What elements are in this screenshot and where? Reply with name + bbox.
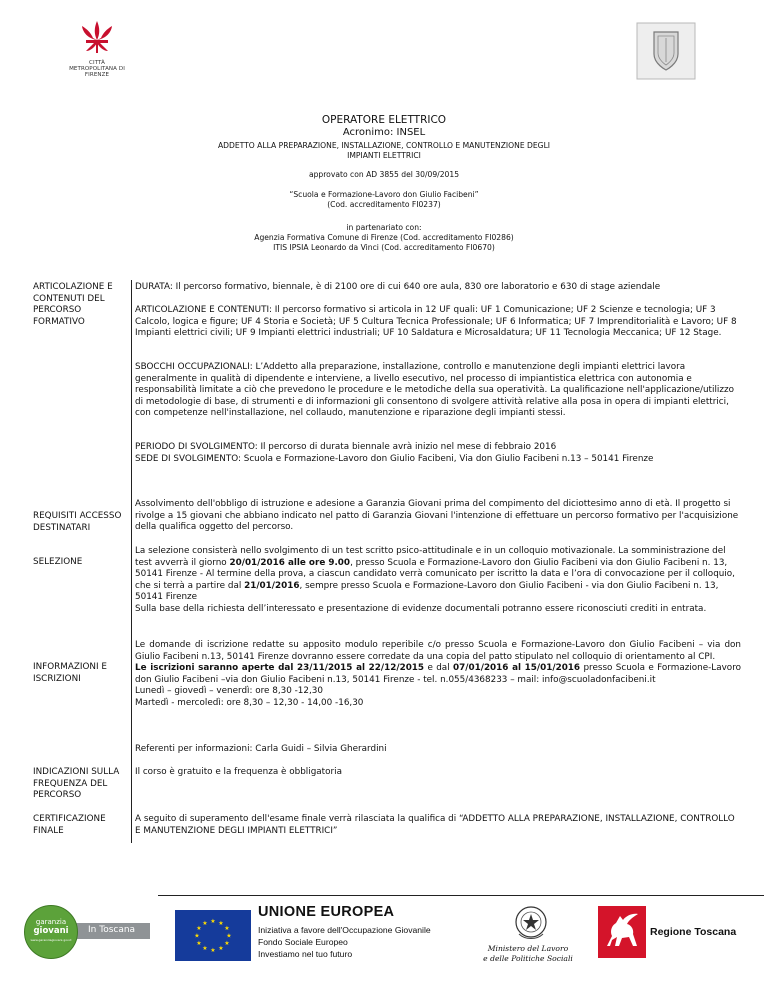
svg-text:★: ★ [224, 925, 230, 932]
certificazione-text: A seguito di superamento dell'esame finale verrà rilasciata la qualifica di “ADDETTO ALLA PREPARAZIONE, INSTALLAZIONE, CONTROLLO E MANUTENZIONE DEGLI IMPIANTI ELETTRICI” [135, 814, 735, 836]
office-hours: Martedì - mercoledì: ore 8,30 – 12,30 - 14,00 -16,30 [135, 697, 364, 708]
subtitle-line: ADDETTO ALLA PREPARAZIONE, INSTALLAZIONE, CONTROLLO E MANUTENZIONE DEGLI [217, 141, 551, 150]
selezione-text-part: , presso Scuola e Formazione-Lavoro don Giulio Facibeni via don Giulio Facibeni n. 13, 50141 Firenze - Al termine della prova, a ciascun candidato verrà comunicato per iscritto la data e l’ora di convocazione per il colloquio, che si terrà a partire dal [135, 557, 735, 591]
eu-flag-icon [175, 910, 251, 961]
partners [0, 223, 768, 253]
label-selezione: SELEZIONE [33, 557, 83, 567]
iscrizioni-text-part: e dal [424, 663, 454, 673]
svg-text:★: ★ [218, 945, 224, 952]
selezione-text [135, 546, 741, 615]
svg-text:★: ★ [196, 940, 202, 947]
gg-line: www.garanziagiovani.gov.it [30, 938, 72, 942]
contenuti-text: ARTICOLAZIONE E CONTENUTI: Il percorso formativo si articola in 12 UF quali: UF 1 Comunicazione; UF 2 Scienze e tecnologia; UF 3 Calcolo, logica e figure; UF 4 Storia e Società; UF 5 Cultura Tecnica Professionale; UF 6 Informatica; UF 7 Imprenditorialità e Lavoro; UF 8 Impianti elettrici civili; UF 9 Impianti elettrici industriali; UF 10 Saldatura e Microsaldatura; UF 11 Tecnologia Meccanica; UF 12 Stage. [135, 305, 737, 338]
school-crest-icon [636, 22, 696, 80]
selezione-text-part: La selezione consisterà nello svolgimento di un test scritto psico-attitudinale e in un colloquio motivazionale. La somministrazione del test avverrà il giorno [135, 546, 726, 568]
svg-text:★: ★ [210, 918, 216, 925]
sede-text: SEDE DI SVOLGIMENTO: Scuola e Formazione-Lavoro don Giulio Facibeni, Via don Giulio Facibeni n.13 – 50141 Firenze [135, 454, 654, 464]
gg-region-label: In Toscana [88, 925, 136, 935]
florence-lily-icon [77, 18, 117, 58]
eu-tagline-line: Investiamo nel tuo futuro [258, 949, 353, 959]
svg-text:★: ★ [202, 945, 208, 952]
italian-republic-emblem-icon [513, 904, 549, 942]
course-acronym: Acronimo: INSEL [342, 127, 426, 138]
eu-tagline-line: Iniziativa a favore dell'Occupazione Giovanile [258, 925, 431, 935]
florence-logo-caption: CITTÀ METROPOLITANA DI FIRENZE [69, 60, 125, 78]
informazioni-text [135, 640, 741, 709]
selezione-text-part: , sempre presso Scuola e Formazione-Lavoro don Giulio Facibeni - via don Giulio Facibeni n. 13, 50141 Firenze [135, 580, 719, 602]
school-name: “Scuola e Formazione-Lavoro don Giulio Facibeni” [289, 190, 479, 199]
regione-toscana-pegasus-icon [598, 906, 646, 958]
lead-school [0, 190, 768, 210]
eu-tagline [258, 924, 431, 960]
interview-date: 21/01/2016 [244, 580, 300, 591]
gg-circle [24, 905, 78, 959]
svg-text:★: ★ [226, 932, 232, 940]
garanzia-giovani-logo [24, 905, 150, 959]
ministry-line: Ministero del Lavoro [487, 944, 569, 953]
partners-intro: in partenariato con: [346, 223, 422, 232]
sbocchi-text: SBOCCHI OCCUPAZIONALI: L’Addetto alla preparazione, installazione, controllo e manutenzione degli impianti elettrici lavora generalmente in qualità di dipendente e interviene, a livello esecutivo, nel processo di impiantistica elettrica con autonomia e responsabilità limitate a ciò che prevedono le procedure e le metodiche della sua operatività. La qualificazione nell'applicazione/utilizzo di metodologie di base, di strumenti e di informazioni gli consentono di svolgere attività relative alla posa in opera di impianti elettrici, con competenze nell'installazione, nel collaudo, manutenzione e riparazione degli impianti stessi. [135, 362, 734, 418]
label-informazioni: INFORMAZIONI E ISCRIZIONI [33, 662, 107, 684]
test-date: 20/01/2016 alle ore 9.00 [229, 557, 351, 568]
partner-item: Agenzia Formativa Comune di Firenze (Cod. accreditamento FI0286) [254, 233, 514, 242]
eu-title: UNIONE EUROPEA [258, 904, 395, 920]
iscrizioni-period-1: Le iscrizioni saranno aperte dal 23/11/2015 al 22/12/2015 [135, 663, 425, 673]
svg-text:★: ★ [196, 925, 202, 932]
durata-text: DURATA: Il percorso formativo, biennale, è di 2100 ore di cui 640 ore aula, 830 ore laboratorio e 630 di stage aziendale [135, 282, 661, 292]
crediti-text: Sulla base della richiesta dell’interessato e presentazione di evidenze documentali potranno essere riconosciuti crediti in entrata. [135, 603, 707, 614]
partner-item: ITIS IPSIA Leonardo da Vinci (Cod. accreditamento FI0670) [273, 243, 495, 252]
ministry-caption [468, 944, 588, 963]
svg-text:★: ★ [202, 920, 208, 927]
gg-line: garanzia [35, 918, 67, 926]
gg-line: giovani [33, 926, 69, 936]
footer-divider [158, 895, 764, 896]
label-frequenza: INDICAZIONI SULLA FREQUENZA DEL PERCORSO [33, 767, 120, 800]
label-certificazione: CERTIFICAZIONE FINALE [33, 814, 106, 836]
ministry-line: e delle Politiche Sociali [483, 953, 573, 963]
iscrizioni-text-part: presso Scuola e Formazione-Lavoro don Giulio Facibeni –via don Giulio Facibeni n.13, 50141 Firenze - tel. n.055/4368233 – mail: info@scuoladonfacibeni.it [135, 663, 741, 685]
referenti-text: Referenti per informazioni: Carla Guidi – Silvia Gherardini [135, 744, 387, 754]
requisiti-text: Assolvimento dell'obbligo di istruzione e adesione a Garanzia Giovani prima del compimento del diciottesimo anno di età. Il progetto si rivolge a 15 giovani che abbiano indicato nel patto di Garanzia Giovani l'intenzione di effettuare un percorso formativo per l'acquisizione della qualifica oggetto del percorso. [135, 499, 739, 532]
svg-text:★: ★ [218, 920, 224, 927]
iscrizioni-period-2: 07/01/2016 al 15/01/2016 [453, 663, 581, 673]
label-articolazione: ARTICOLAZIONE E CONTENUTI DEL PERCORSO FORMATIVO [33, 282, 113, 327]
svg-text:★: ★ [210, 947, 216, 954]
iscrizioni-text-part: Le domande di iscrizione redatte su apposito modulo reperibile c/o presso Scuola e Formazione-Lavoro don Giulio Facibeni – via don Giulio Facibeni n.13, 50141 Firenze dovranno essere corredate da una copia del patto stipulato nel colloquio di orientamento al CPI. [135, 640, 741, 662]
region-name: Regione Toscana [650, 926, 737, 938]
office-hours: Lunedì – giovedì – venerdì: ore 8,30 -12,30 [135, 686, 323, 696]
periodo-text: PERIODO DI SVOLGIMENTO: Il percorso di durata biennale avrà inizio nel mese di febbraio 2016 [135, 442, 557, 452]
course-subtitle [0, 141, 768, 161]
subtitle-line: IMPIANTI ELETTRICI [347, 151, 421, 160]
label-requisiti: REQUISITI ACCESSO DESTINATARI [33, 511, 122, 533]
florence-metropolitan-logo [66, 18, 128, 78]
eu-tagline-line: Fondo Sociale Europeo [258, 937, 348, 947]
course-title: OPERATORE ELETTRICO [321, 114, 447, 126]
school-code: (Cod. accreditamento FI0237) [327, 200, 441, 209]
svg-text:★: ★ [224, 940, 230, 947]
svg-text:★: ★ [194, 932, 200, 940]
table-divider [131, 280, 132, 843]
frequenza-text: Il corso è gratuito e la frequenza è obbligatoria [135, 767, 342, 777]
approval-note: approvato con AD 3855 del 30/09/2015 [308, 170, 460, 179]
